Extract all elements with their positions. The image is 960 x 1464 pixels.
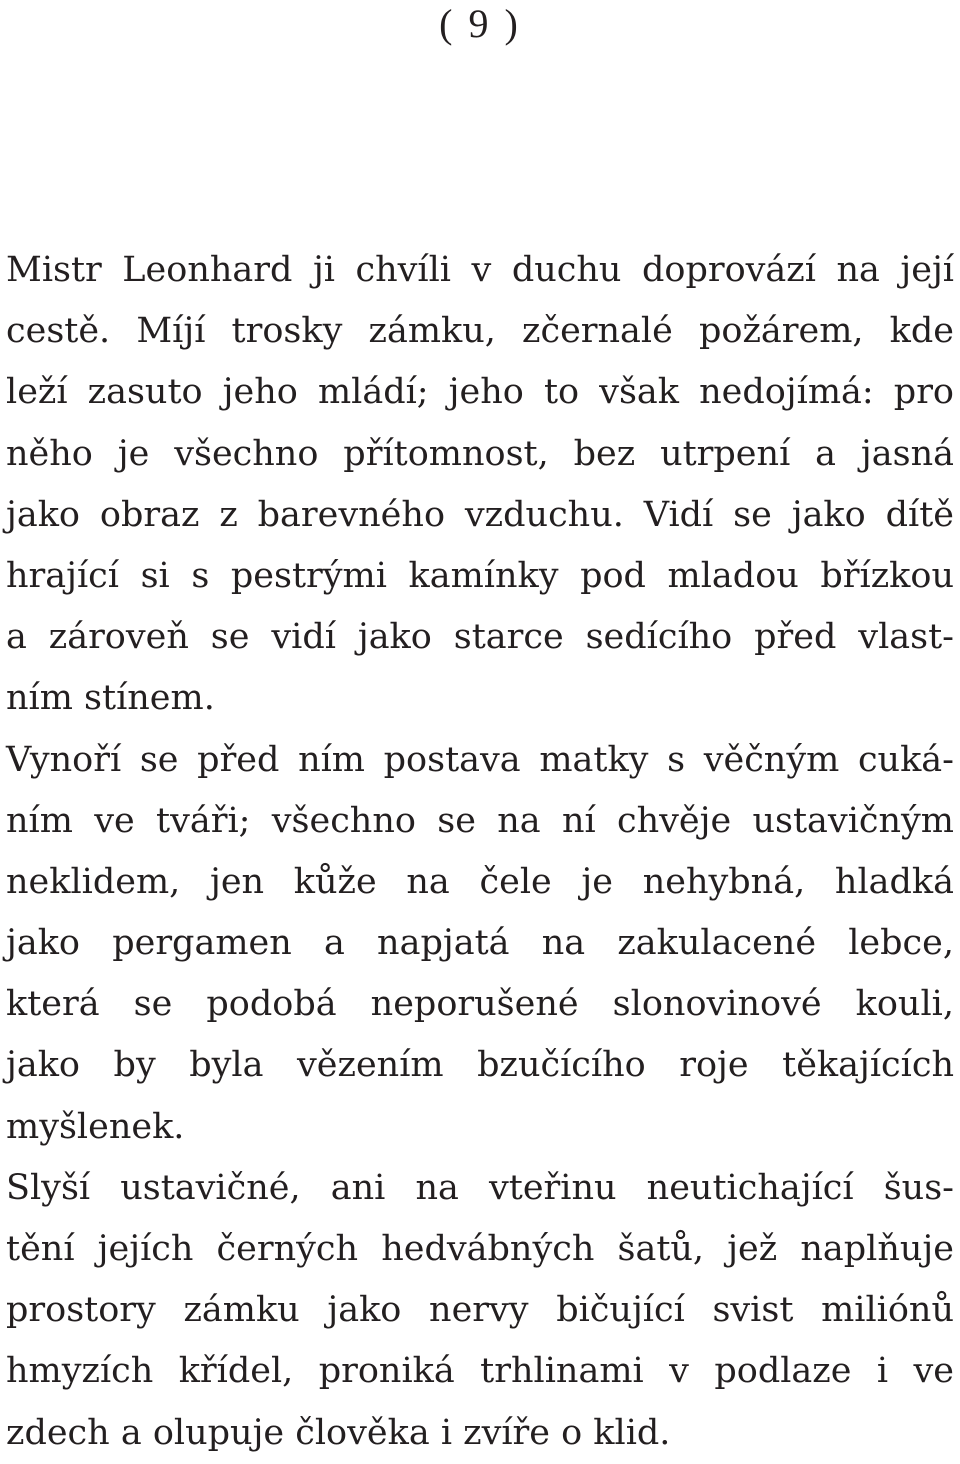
text-line: a zároveň se vidí jako starce sedícího před vlast-: [6, 617, 954, 658]
text-line: ním ve tváři; všechno se na ní chvěje ustavičným: [6, 800, 954, 841]
text-line: která se podobá neporušené slonovinové kouli,: [6, 984, 954, 1025]
text-line: hmyzích křídel, proniká trhlinami v podlaze i ve: [6, 1351, 954, 1392]
text-line: neklidem, jen kůže na čele je nehybná, hladká: [6, 861, 954, 902]
text-line: tění jejích černých hedvábných šatů, jež naplňuje: [6, 1229, 954, 1269]
text-line: myšlenek.: [6, 1106, 185, 1147]
text-line: jako obraz z barevného vzduchu. Vidí se jako dítě: [6, 494, 954, 535]
body-text: [6, 240, 954, 1464]
paragraph: [6, 1158, 954, 1464]
paragraph: [6, 240, 954, 730]
text-line: jako by byla vězením bzučícího roje těkajících: [6, 1045, 954, 1086]
text-line: zdech a olupuje člověka i zvíře o klid.: [6, 1412, 671, 1453]
text-line: jako pergamen a napjatá na zakulacené lebce,: [6, 923, 954, 964]
page-number: ( 9 ): [439, 1, 521, 46]
text-line: Vynoří se před ním postava matky s věčným cuká-: [6, 739, 954, 780]
text-line: cestě. Míjí trosky zámku, zčernalé požárem, kde: [6, 311, 954, 352]
text-line: Mistr Leonhard ji chvíli v duchu doprovází na její: [6, 250, 954, 290]
paragraph: [6, 730, 954, 1158]
text-line: ním stínem.: [6, 678, 215, 719]
text-line: leží zasuto jeho mládí; jeho to však nedojímá: pro: [6, 372, 954, 413]
text-line: něho je všechno přítomnost, bez utrpení a jasná: [6, 433, 954, 474]
text-line: hrající si s pestrými kamínky pod mladou břízkou: [6, 555, 954, 596]
text-line: prostory zámku jako nervy bičující svist miliónů: [6, 1290, 954, 1331]
text-line: Slyší ustavičné, ani na vteřinu neutichající šus-: [6, 1167, 954, 1208]
